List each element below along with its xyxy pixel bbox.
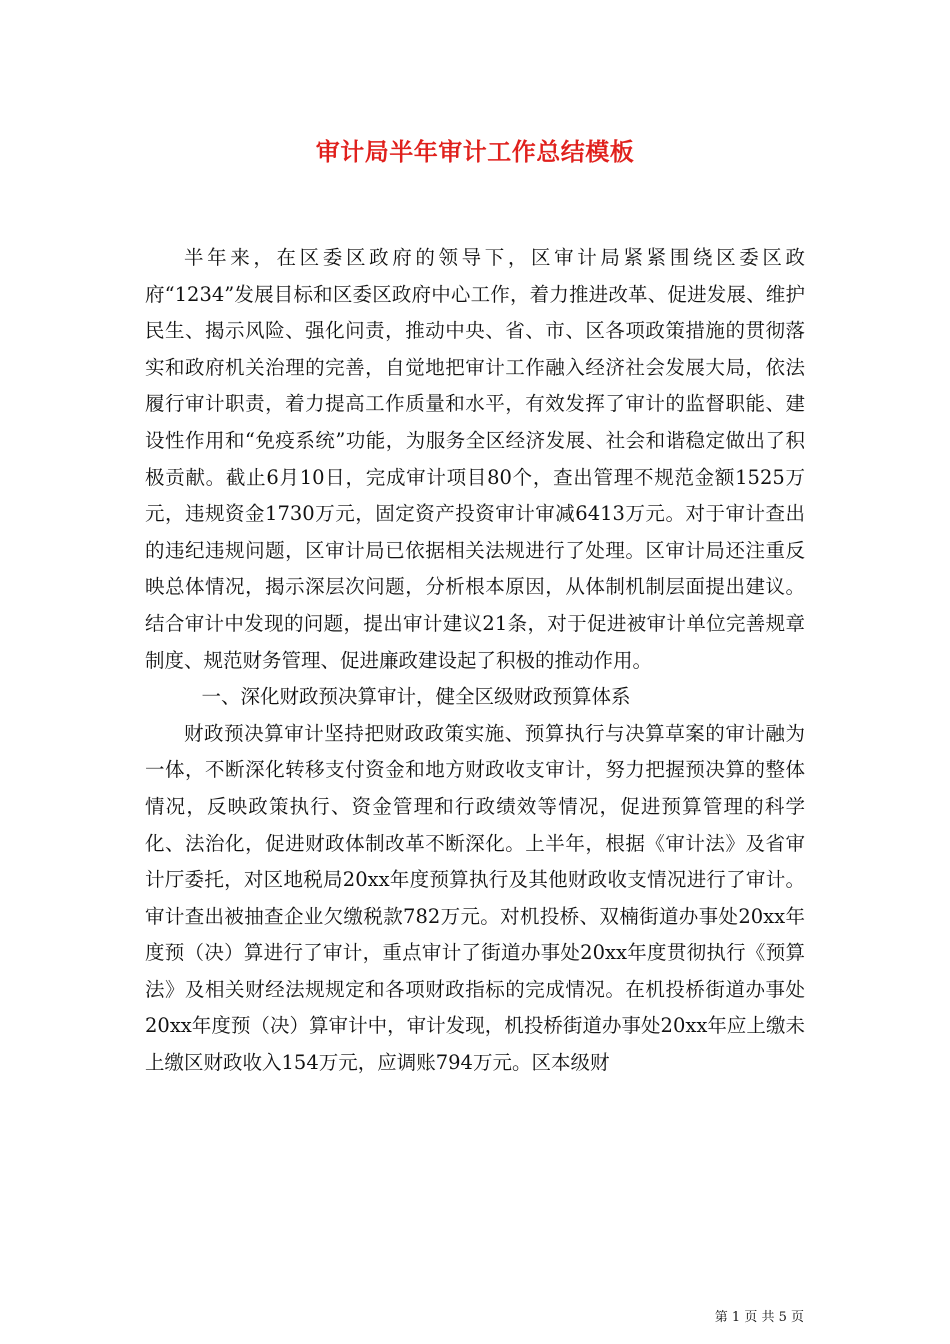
section-heading: 一、深化财政预决算审计，健全区级财政预算体系 — [201, 685, 631, 709]
paragraph-budget-audit: 财政预决算审计坚持把财政政策实施、预算执行与决算草案的审计融为一体，不断深化转移支付资金和地方财政收支审计，努力把握预决算的整体情况，反映政策执行、资金管理和行政绩效等情况，促进预算管理的科学化、法治化，促进财政体制改革不断深化。上半年，根据《审计法》及省审计厅委托，对区地税局20xx年度预算执行及其他财政收支情况进行了审计。审计查出被抽查企业欠缴税款782万元。对机投桥、双楠街道办事处20xx年度预（决）算进行了审计，重点审计了街道办事处20xx年度贯彻执行《预算法》及相关财经法规规定和各项财政指标的完成情况。在机投桥街道办事处20xx年度预（决）算审计中，审计发现，机投桥街道办事处20xx年应上缴未上缴区财政收入154万元，应调账794万元。区本级财 — [145, 721, 805, 1075]
page-number-footer: 第 1 页 共 5 页 — [714, 1310, 804, 1325]
paragraph-intro: 半年来，在区委区政府的领导下，区审计局紧紧围绕区委区政府“1234”发展目标和区委区政府中心工作，着力推进改革、促进发展、维护民生、揭示风险、强化问责，推动中央、省、市、区各项政策措施的贯彻落实和政府机关治理的完善，自觉地把审计工作融入经济社会发展大局，依法履行审计职责，着力提高工作质量和水平，有效发挥了审计的监督职能、建设性作用和“免疫系统”功能，为服务全区经济发展、社会和谐稳定做出了积极贡献。截止6月10日，完成审计项目80个，查出管理不规范金额1525万元，违规资金1730万元，固定资产投资审计审减6413万元。对于审计查出的违纪违规问题，区审计局已依据相关法规进行了处理。区审计局还注重反映总体情况，揭示深层次问题，分析根本原因，从体制机制层面提出建议。结合审计中发现的问题，提出审计建议21条，对于促进被审计单位完善规章制度、规范财务管理、促进廉政建设起了积极的推动作用。 — [145, 246, 805, 672]
document-title: 审计局半年审计工作总结模板 — [315, 137, 635, 166]
document-body — [145, 240, 805, 1082]
